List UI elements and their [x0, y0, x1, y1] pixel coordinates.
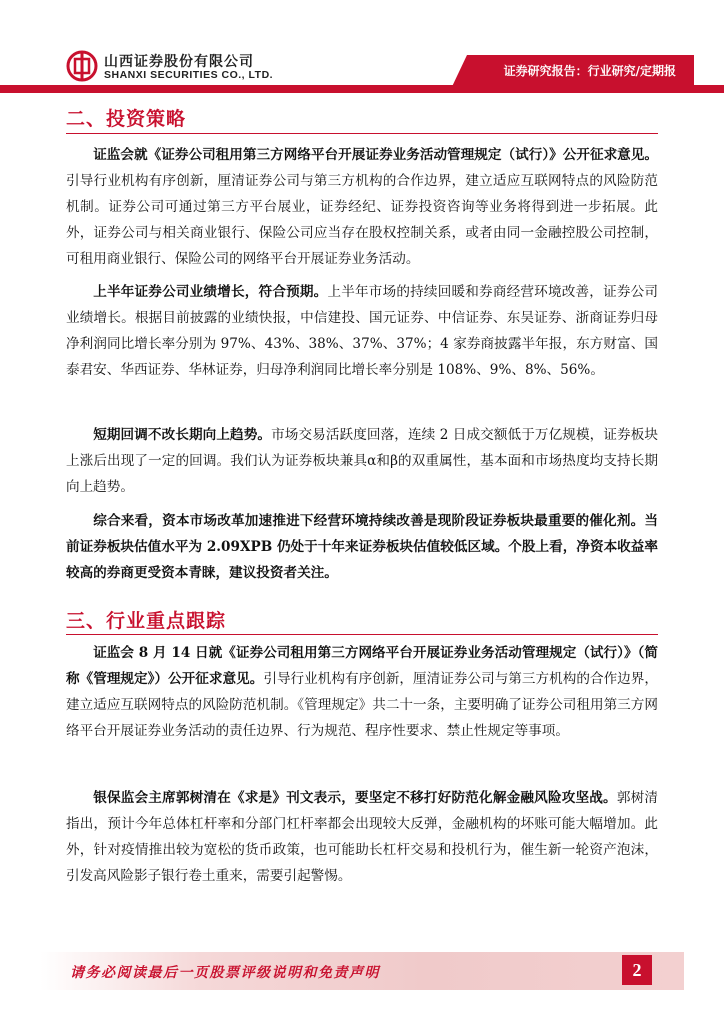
paragraph — [66, 785, 658, 889]
paragraph — [66, 422, 658, 500]
header-divider — [0, 85, 724, 93]
paragraph-body: 郭树清指出，预计今年总体杠杆率和分部门杠杆率都会出现较大反弹，金融机构的坏账可能大幅增加。此外，针对疫情推出较为宽松的货币政策，也可能助长杠杆交易和投机行为，催生新一轮资产泡沫，引发高风险影子银行卷土重来，需要引起警惕。 — [66, 790, 658, 884]
paragraph-body: 引导行业机构有序创新，厘清证券公司与第三方机构的合作边界，建立适应互联网特点的风险防范机制。《管理规定》共二十一条，主要明确了证券公司租用第三方网络平台开展证券业务活动的责任边界、行为规范、程序性要求、禁止性规定等事项。 — [66, 671, 658, 739]
footer-disclaimer: 请务必阅读最后一页股票评级说明和免责声明 — [70, 965, 380, 981]
company-logo-icon — [66, 50, 98, 82]
section-rule — [66, 133, 658, 134]
paragraph — [66, 508, 658, 586]
paragraph-lead: 银保监会主席郭树清在《求是》刊文表示，要坚定不移打好防范化解金融风险攻坚战。 — [93, 790, 617, 806]
paragraph-lead: 短期回调不改长期向上趋势。 — [93, 427, 272, 443]
report-type-label: 证券研究报告：行业研究/定期报 — [503, 64, 676, 78]
page-header — [0, 0, 724, 100]
section-title-tracking: 三、行业重点跟踪 — [66, 610, 227, 632]
paragraph — [66, 640, 658, 744]
paragraph-lead: 证监会就《证券公司租用第三方网络平台开展证券业务活动管理规定（试行）》公开征求意见。 — [93, 147, 658, 163]
paragraph-lead: 综合来看，资本市场改革加速推进下经营环境持续改善是现阶段证券板块最重要的催化剂。当前证券板块估值水平为 2.09XPB 仍处于十年来证券板块估值较低区域。个股上看，净资本收益率较高的券商更受资本青睐，建议投资者关注。 — [66, 513, 658, 581]
paragraph-body: 上半年市场的持续回暖和券商经营环境改善，证券公司业绩增长。根据目前披露的业绩快报，中信建投、国元证券、中信证券、东吴证券、浙商证券归母净利润同比增长率分别为 97%、43%、38%、37%、37%；4 家券商披露半年报，东方财富、国泰君安、华西证券、华林证券，归母净利润同比增长率分别是 108%、9%、8%、56%。 — [66, 284, 659, 378]
paragraph — [66, 279, 658, 383]
section-rule — [66, 634, 658, 635]
page-number: 2 — [622, 955, 652, 985]
section-title-strategy: 二、投资策略 — [66, 108, 187, 130]
company-name-en: SHANXI SECURITIES CO., LTD. — [104, 69, 274, 81]
company-name-cn: 山西证券股份有限公司 — [104, 54, 254, 70]
paragraph-lead: 上半年证券公司业绩增长，符合预期。 — [93, 284, 328, 300]
paragraph-body: 引导行业机构有序创新，厘清证券公司与第三方机构的合作边界，建立适应互联网特点的风险防范机制。证券公司可通过第三方平台展业，证券经纪、证券投资咨询等业务将得到进一步拓展。此外，证券公司与相关商业银行、保险公司应当存在股权控制关系，或者由同一金融控股公司控制，可租用商业银行、保险公司的网络平台开展证券业务活动。 — [66, 173, 658, 267]
paragraph-lead: 证监会 8 月 14 日就《证券公司租用第三方网络平台开展证券业务活动管理规定（试行）》（简称《管理规定》）公开征求意见。 — [66, 645, 658, 687]
paragraph — [66, 142, 658, 272]
paragraph-body: 市场交易活跃度回落，连续 2 日成交额低于万亿规模，证券板块上涨后出现了一定的回调。我们认为证券板块兼具α和β的双重属性，基本面和市场热度均支持长期向上趋势。 — [66, 427, 659, 495]
